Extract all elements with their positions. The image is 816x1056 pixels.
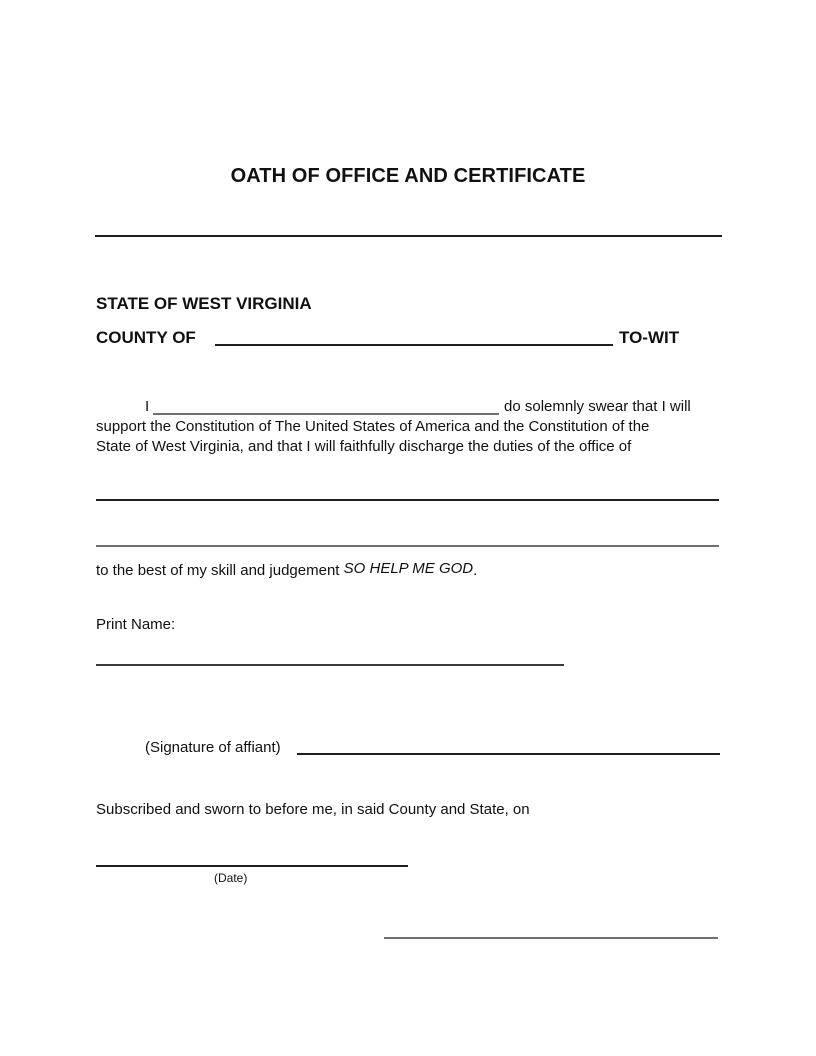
- oath-line-3: State of West Virginia, and that I will faithfully discharge the duties of the office of: [96, 438, 632, 455]
- county-label: COUNTY OF: [96, 328, 196, 347]
- office-field-line-1[interactable]: [96, 499, 719, 501]
- print-name-label: Print Name:: [96, 616, 176, 633]
- oath-line-1-suffix: do solemnly swear that I will: [504, 398, 691, 415]
- oath-pronoun: I: [145, 398, 150, 415]
- signature-field[interactable]: [297, 753, 720, 755]
- closing-statement: [96, 561, 477, 581]
- document-title: OATH OF OFFICE AND CERTIFICATE: [230, 165, 586, 187]
- date-label: (Date): [214, 871, 248, 885]
- closing-emphasis: SO HELP ME GOD: [343, 560, 474, 577]
- signature-label: (Signature of affiant): [145, 739, 281, 756]
- affiant-name-field[interactable]: [153, 413, 499, 415]
- county-field[interactable]: [215, 344, 613, 346]
- officer-signature-field[interactable]: [384, 937, 718, 939]
- state-heading: STATE OF WEST VIRGINIA: [96, 294, 312, 313]
- title-divider: [95, 235, 722, 237]
- subscribed-statement: Subscribed and sworn to before me, in said County and State, on: [96, 801, 530, 818]
- to-wit-label: TO-WIT: [619, 328, 680, 347]
- closing-period: .: [473, 562, 478, 579]
- closing-text: to the best of my skill and judgement: [96, 562, 340, 579]
- print-name-field[interactable]: [96, 664, 564, 666]
- date-field[interactable]: [96, 865, 408, 867]
- office-field-line-2[interactable]: [96, 545, 719, 547]
- oath-line-2: support the Constitution of The United States of America and the Constitution of the: [96, 418, 650, 435]
